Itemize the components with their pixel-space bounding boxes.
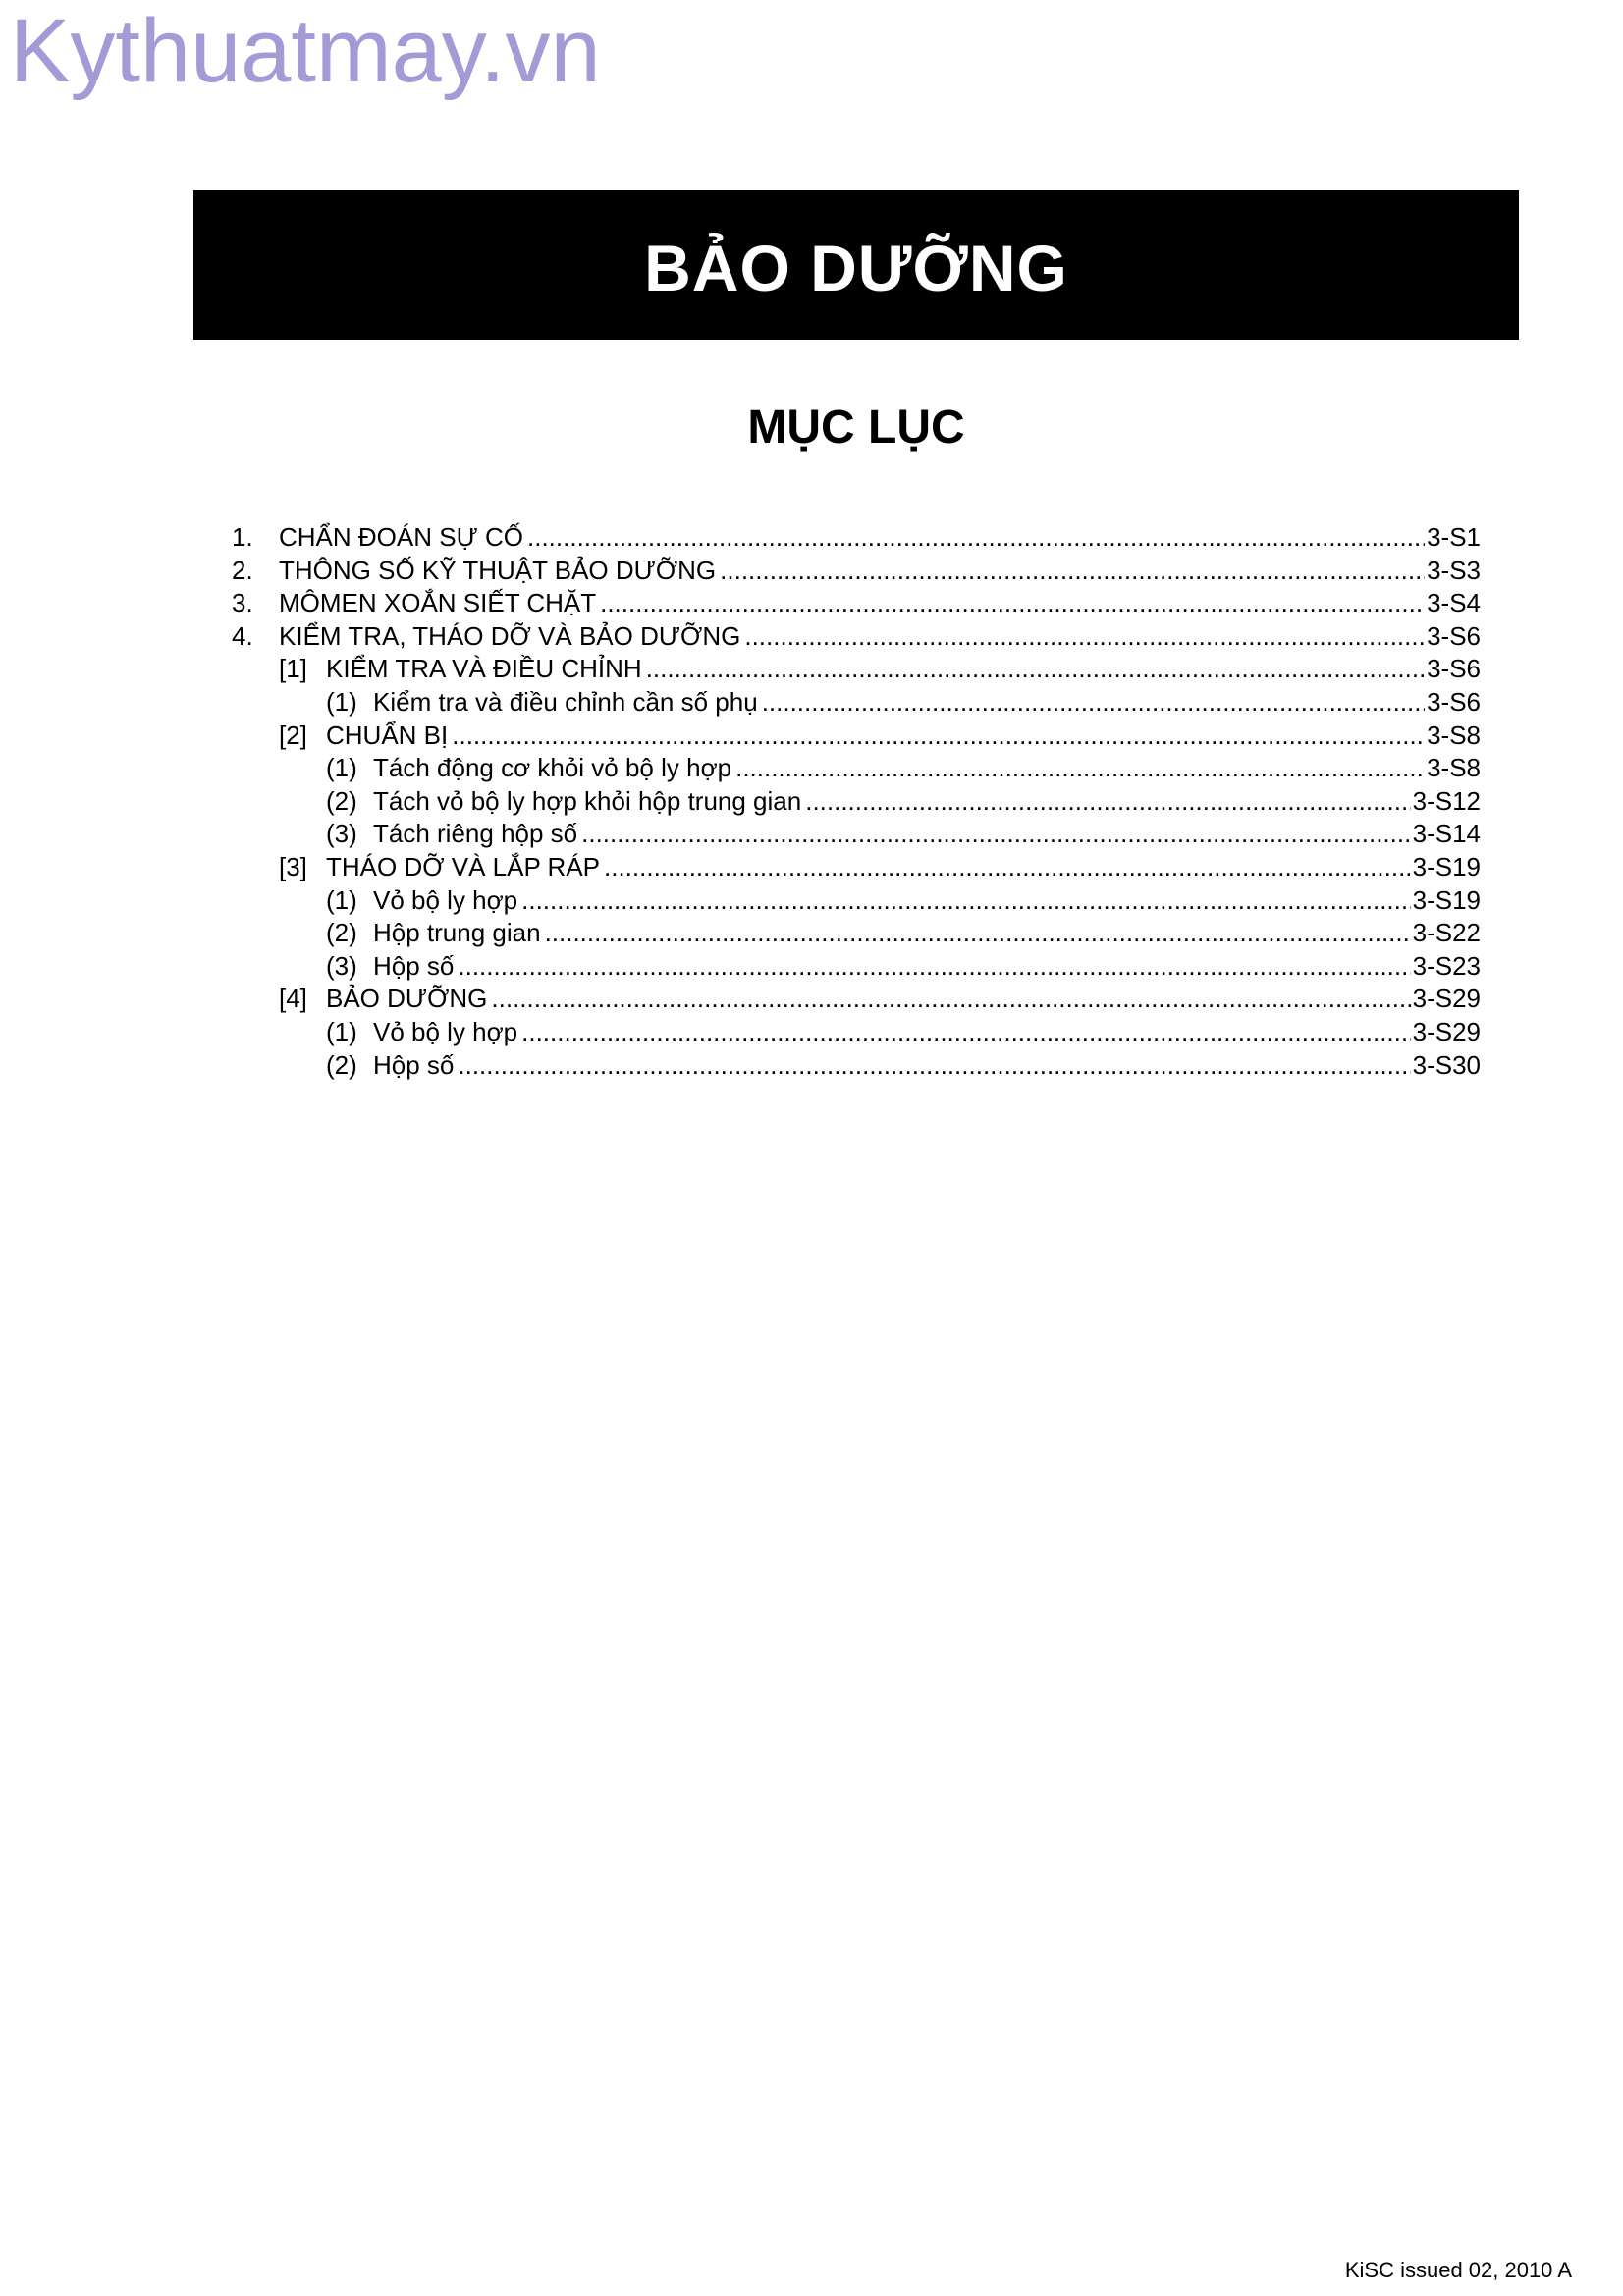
toc-dot-leader: [458, 950, 1410, 984]
toc-entry-page: 3-S19: [1412, 851, 1481, 881]
toc-entry-number: (1): [326, 753, 357, 783]
toc-dot-leader: [735, 752, 1425, 785]
toc-dot-leader: [744, 620, 1425, 654]
toc-entry[interactable]: [232, 752, 1481, 785]
toc-entry-page: 3-S12: [1412, 785, 1481, 816]
toc-entry-title: Vỏ bộ ly hợp: [373, 1016, 518, 1046]
toc-entry[interactable]: [232, 587, 1481, 620]
toc-entry-number: (2): [326, 1049, 357, 1080]
chapter-header-bar: [193, 190, 1519, 340]
toc-entry-title: CHẨN ĐOÁN SỰ CỐ: [279, 522, 524, 552]
toc-dot-leader: [646, 653, 1425, 686]
toc-dot-leader: [604, 851, 1411, 884]
toc-entry[interactable]: [232, 785, 1481, 819]
toc-entry[interactable]: [232, 653, 1481, 686]
toc-entry-page: 3-S23: [1412, 950, 1481, 981]
toc-entry-number: (1): [326, 686, 357, 717]
toc-entry-page: 3-S14: [1412, 819, 1481, 849]
toc-dot-leader: [762, 686, 1425, 720]
toc-entry-page: 3-S8: [1427, 720, 1481, 750]
toc-entry-title: Hộp số: [373, 1049, 455, 1080]
toc-entry-number: [2]: [279, 720, 307, 750]
toc-entry[interactable]: [232, 521, 1481, 555]
toc-entry-title: THÁO DỠ VÀ LẮP RÁP: [326, 851, 601, 881]
toc-entry-page: 3-S29: [1412, 1016, 1481, 1046]
toc-entry-title: CHUẨN BỊ: [326, 720, 449, 750]
toc-entry[interactable]: [232, 917, 1481, 950]
toc-entry[interactable]: [232, 1016, 1481, 1049]
toc-entry-number: [1]: [279, 654, 307, 684]
toc-entry[interactable]: [232, 983, 1481, 1016]
footer-issue-note: KiSC issued 02, 2010 A: [1344, 2258, 1572, 2282]
toc-dot-leader: [805, 785, 1410, 819]
toc-entry[interactable]: [232, 686, 1481, 720]
toc-dot-leader: [491, 983, 1410, 1016]
toc-entry-page: 3-S1: [1427, 522, 1481, 552]
toc-entry-number: (2): [326, 918, 357, 948]
toc-entry-title: MÔMEN XOẮN SIẾT CHẶT: [279, 588, 597, 618]
toc-dot-leader: [720, 555, 1425, 588]
watermark: Kythuatmay.vn: [10, 1, 601, 101]
toc-entry-number: (1): [326, 1016, 357, 1046]
toc-dot-leader: [527, 521, 1425, 555]
toc-entry-page: 3-S29: [1412, 984, 1481, 1014]
toc-dot-leader: [545, 917, 1411, 950]
toc-entry-title: Tách riêng hộp số: [373, 819, 578, 849]
toc-entry-page: 3-S8: [1427, 753, 1481, 783]
toc-entry[interactable]: [232, 884, 1481, 918]
toc-entry-page: 3-S30: [1412, 1049, 1481, 1080]
toc-entry[interactable]: [232, 1049, 1481, 1083]
toc-entry[interactable]: [232, 818, 1481, 851]
toc-entry-title: KIỂM TRA VÀ ĐIỀU CHỈNH: [326, 654, 642, 684]
toc-entry-number: [3]: [279, 851, 307, 881]
toc-entry-number: 3.: [232, 588, 253, 618]
toc-entry[interactable]: [232, 950, 1481, 984]
toc-entry-page: 3-S4: [1427, 588, 1481, 618]
toc-entry[interactable]: [232, 620, 1481, 654]
toc-dot-leader: [452, 720, 1425, 753]
toc-entry[interactable]: [232, 555, 1481, 588]
chapter-title: BẢO DƯỠNG: [644, 232, 1068, 304]
toc-entry-number: 1.: [232, 522, 253, 552]
toc-entry-page: 3-S6: [1427, 654, 1481, 684]
table-of-contents: [232, 521, 1481, 1082]
toc-entry-number: (2): [326, 785, 357, 816]
toc-title: MỤC LỤC: [747, 401, 965, 454]
toc-dot-leader: [458, 1049, 1410, 1083]
toc-entry-title: Kiểm tra và điều chỉnh cần số phụ: [373, 686, 758, 717]
toc-dot-leader: [600, 587, 1425, 620]
toc-entry-page: 3-S22: [1412, 918, 1481, 948]
toc-dot-leader: [521, 1016, 1410, 1049]
toc-entry-number: (3): [326, 950, 357, 981]
toc-dot-leader: [581, 818, 1410, 851]
toc-entry-title: Vỏ bộ ly hợp: [373, 884, 518, 915]
toc-dot-leader: [521, 884, 1410, 918]
toc-entry-page: 3-S19: [1412, 884, 1481, 915]
toc-entry-title: Hộp trung gian: [373, 918, 541, 948]
toc-entry-title: KIỂM TRA, THÁO DỠ VÀ BẢO DƯỠNG: [279, 620, 741, 651]
toc-entry-number: 4.: [232, 620, 253, 651]
toc-entry-number: 2.: [232, 555, 253, 585]
toc-entry-page: 3-S3: [1427, 555, 1481, 585]
toc-entry-title: THÔNG SỐ KỸ THUẬT BẢO DƯỠNG: [279, 555, 717, 585]
toc-entry-page: 3-S6: [1427, 686, 1481, 717]
toc-entry-title: Hộp số: [373, 950, 455, 981]
toc-entry-number: (3): [326, 819, 357, 849]
toc-entry-title: Tách động cơ khỏi vỏ bộ ly hợp: [373, 753, 732, 783]
toc-entry[interactable]: [232, 851, 1481, 884]
toc-entry[interactable]: [232, 720, 1481, 753]
toc-entry-number: (1): [326, 884, 357, 915]
toc-entry-page: 3-S6: [1427, 620, 1481, 651]
toc-entry-title: Tách vỏ bộ ly hợp khỏi hộp trung gian: [373, 785, 802, 816]
toc-entry-title: BẢO DƯỠNG: [326, 984, 488, 1014]
toc-entry-number: [4]: [279, 984, 307, 1014]
